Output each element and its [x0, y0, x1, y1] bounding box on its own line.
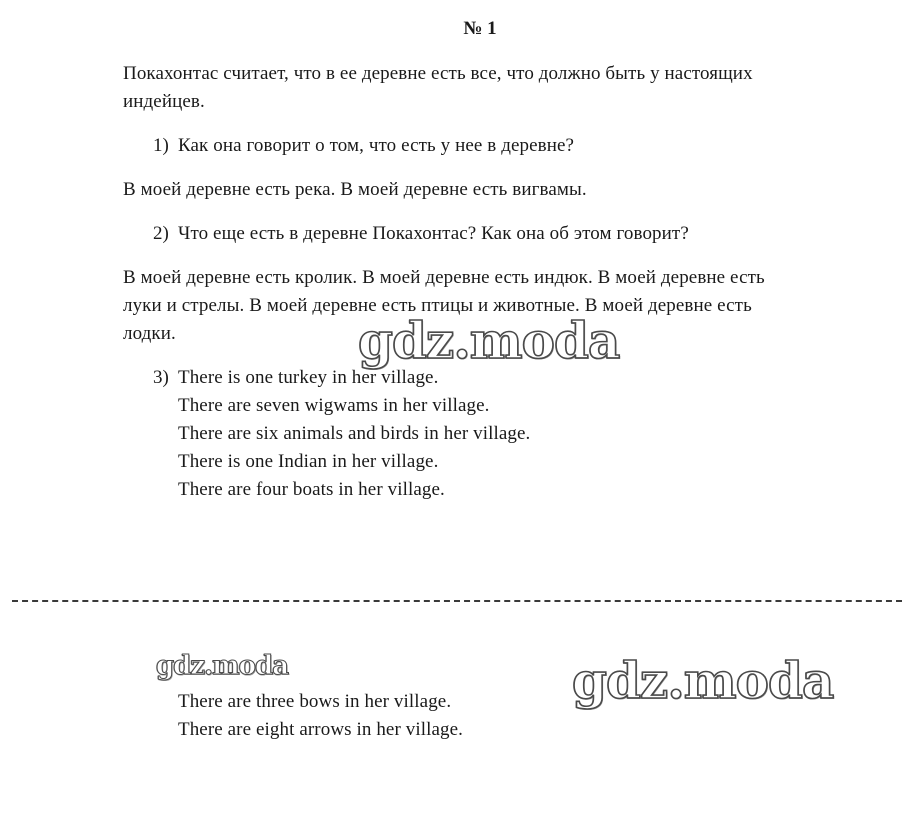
watermark-logo-bottom-right: gdz.moda: [572, 651, 834, 710]
answer-1-text: В моей деревне есть река. В моей деревне есть вигвамы.: [123, 179, 587, 200]
page-break-divider: [12, 600, 902, 602]
intro-line-1: Покахонтас считает, что в ее деревне есть все, что должно быть у настоящих: [123, 63, 753, 84]
question-3-sentence-5: There are four boats in her village.: [178, 479, 445, 500]
continuation-sentence-1: There are three bows in her village.: [178, 691, 452, 712]
question-2-text: Что еще есть в деревне Покахонтас? Как она об этом говорит?: [178, 223, 689, 244]
question-1-text: Как она говорит о том, что есть у нее в деревне?: [178, 135, 575, 156]
answer-2-line-2: луки и стрелы. В моей деревне есть птицы и животные. В моей деревне есть: [123, 295, 752, 316]
question-2-number: 2): [153, 223, 169, 244]
question-1-number: 1): [153, 135, 169, 156]
watermark-logo-bottom-left: gdz.moda: [156, 651, 289, 681]
question-3-sentence-2: There are seven wigwams in her village.: [178, 395, 490, 416]
intro-line-2: индейцев.: [123, 91, 205, 112]
question-3-number: 3): [153, 367, 169, 388]
question-3-sentence-4: There is one Indian in her village.: [178, 451, 439, 472]
page-title: № 1: [463, 18, 497, 39]
answer-2-line-1: В моей деревне есть кролик. В моей деревне есть индюк. В моей деревне есть: [123, 267, 765, 288]
continuation-sentence-2: There are eight arrows in her village.: [178, 719, 463, 740]
watermark-logo-top: gdz.moda: [358, 311, 620, 370]
answer-2-line-3: лодки.: [123, 323, 176, 344]
question-3-sentence-1: There is one turkey in her village.: [178, 367, 439, 388]
question-3-sentence-3: There are six animals and birds in her village.: [178, 423, 531, 444]
